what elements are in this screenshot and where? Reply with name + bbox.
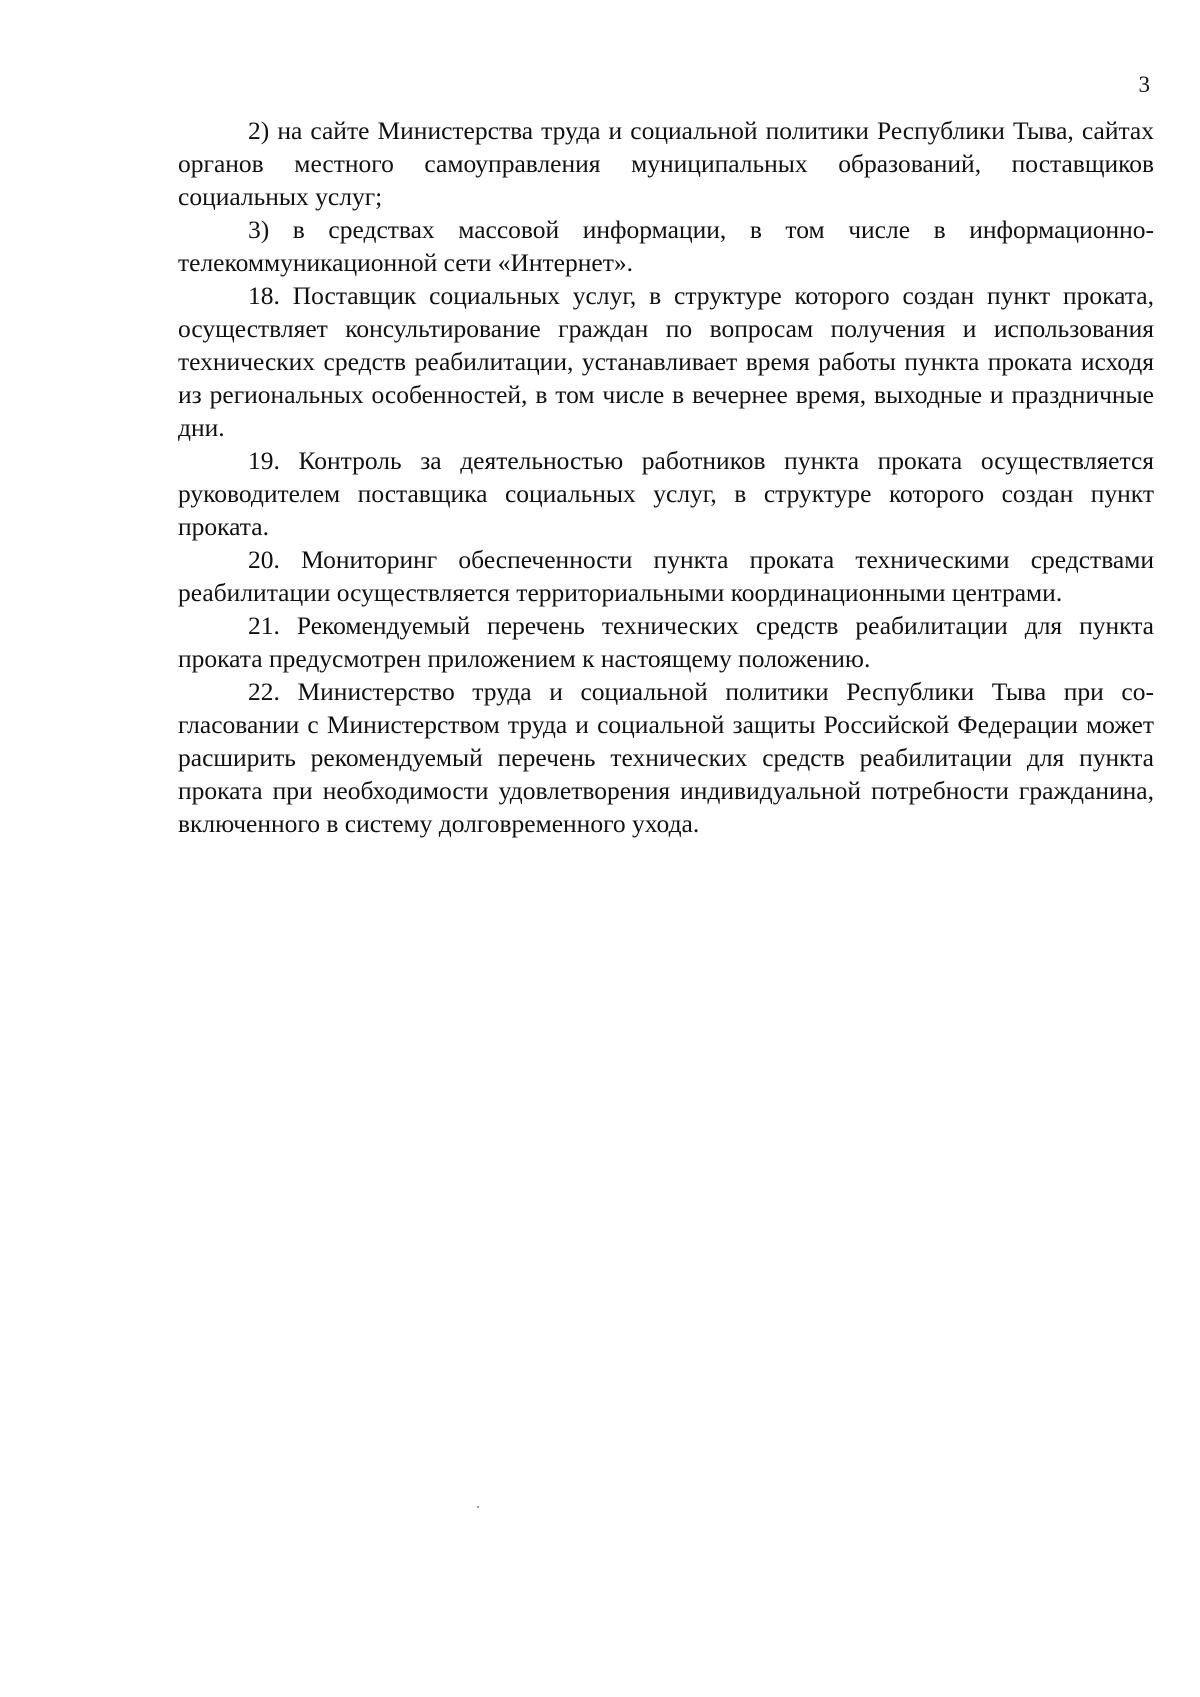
paragraph-22: 22. Министерство труда и социальной политики Республики Тыва при согласовании с Министерством труда и социальной защиты Российской Федерации может расширить рекомендуемый перечень технических средств реабилитации для пункта проката при необходимости удовлетворения индивидуальной потребности гражданина, включенного в систему долговременного ухода. [178,677,1154,838]
paragraph-18: 18. Поставщик социальных услуг, в структуре которого создан пункт проката, осуществляет консультирование граждан по вопросам получения и использования технических средств реабилитации, устанавливает время работы пункта проката исходя из региональных особенностей, в том числе в вечернее время, выходные и праздничные дни. [178,281,1154,442]
paragraph-item-3: 3) в средствах массовой информации, в том числе в информационно-телекоммуникационной сети «Интернет». [178,215,1154,277]
page-number: 3 [1138,72,1150,97]
scan-speck [477,1506,479,1508]
paragraph-20: 20. Мониторинг обеспеченности пункта проката техническими средствами реабилитации осуществляется территориальными координационными центрами. [178,545,1154,607]
paragraph-item-2: 2) на сайте Министерства труда и социальной политики Республики Тыва, сайтах органов местного самоуправления муниципальных образований, поставщиков социальных услуг; [178,116,1154,211]
paragraph-21: 21. Рекомендуемый перечень технических средств реабилитации для пункта проката предусмотрен приложением к настоящему положению. [178,611,1154,673]
paragraph-19: 19. Контроль за деятельностью работников пункта проката осуществляется руководителем поставщика социальных услуг, в структуре которого создан пункт проката. [178,446,1154,541]
document-body [178,114,1154,840]
